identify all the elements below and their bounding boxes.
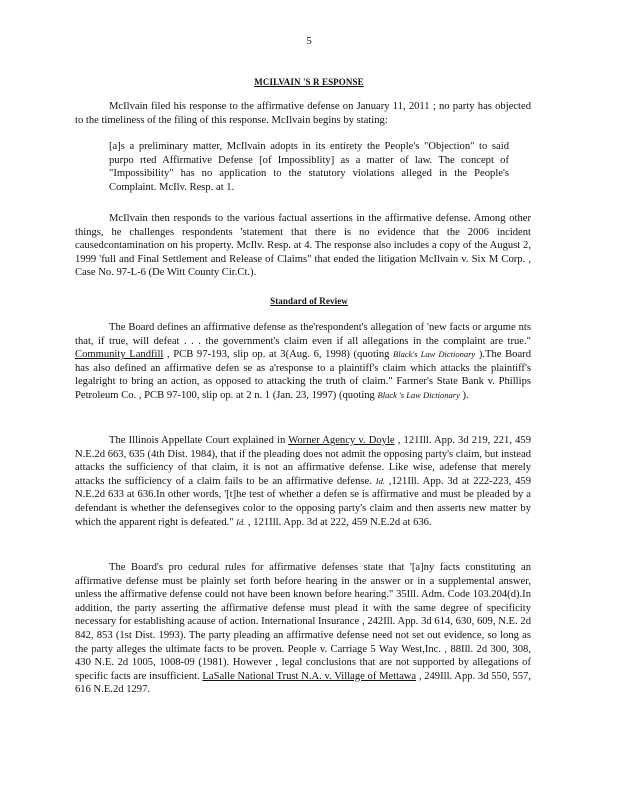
paragraph-response: McIlvain filed his response to the affirmative defense on January 11, 2011 ; no party has objected to the timeliness of the filing of this response. McIlvain begins by stating: <box>75 101 531 126</box>
id-citation: Id. <box>236 516 246 527</box>
block-quote: [a]s a preliminary matter, McIlvain adopts in its entirety the People's "Objection" to said purpo rted Affirmative Defense [of Impossiblity] as a matter of law. The concept of "Impossibility" has no application to the statutory violations alleged in the People's Complaint. McIlv. Resp. at 1. <box>109 141 509 193</box>
section-heading-response-text: MCILVAIN 'S R ESPONSE <box>254 77 364 87</box>
paragraph-text: The Illinois Appellate Court explained in <box>109 435 289 446</box>
id-citation: Id. <box>375 475 385 486</box>
paragraph-text: ).The Board has also defined an affirmative defen se as a'response to a plaintiff's claim which attacks the plaintiff's legalright to bring an action, as opposed to attacking the truth of claim." Farmer's State Bank v. Phillips Petroleum Co. , PCB 97-100, slip op. at 2 n. 1 (Jan. 23, 1997) (quoting <box>75 349 531 401</box>
page-number: 5 <box>306 35 312 47</box>
case-citation: LaSalle National Trust N.A. v. Village of Mettawa <box>202 670 417 682</box>
paragraph-text: , 121Ill. App. 3d 219, 221, 459 N.E.2d 663, 635 (4th Dist. 1984), that if the pleading does not admit the opposing party's claim, but instead attacks the sufficiency of that claim, it is not an affirmative defense. Like wise, adefense that merely attacks the sufficiency of a claim fails to be an affirmative defense. <box>75 435 531 487</box>
paragraph-procedural-rules <box>75 561 531 697</box>
case-citation: Worner Agency v. Doyle <box>288 435 395 446</box>
paragraph-text: , 121Ill. App. 3d at 222, 459 N.E.2d at 636. <box>245 516 432 528</box>
paragraph-text: ). <box>459 389 469 401</box>
source-citation: Black's Law Dictionary <box>393 349 476 360</box>
paragraph-text: The Board defines an affirmative defense as the'respondent's allegation of 'new facts or argume nts that, if true, will defeat . . . the government's claim even if all allegations in the complaint are true." <box>75 322 531 347</box>
paragraph-board-defines <box>75 321 531 403</box>
case-citation: Community Landfill <box>75 349 164 361</box>
section-heading-standard <box>0 295 618 309</box>
paragraph-text: , 249Ill. App. 3d 550, 557, 616 N.E.2d 1297. <box>75 670 531 696</box>
paragraph-illinois-court <box>75 434 531 529</box>
section-heading-standard-text: Standard of Review <box>270 296 348 306</box>
paragraph-text: , PCB 97-193, slip op. at 3(Aug. 6, 1998) (quoting <box>163 349 394 361</box>
paragraph-text: ,121Ill. App. 3d at 222-223, 459 N.E.2d 633 at 636.In other words, '[t]he test of whether a defen se is affirmative and must be pleaded by a defendant is whether the defensegives color to the opposing party's claim and then asserts new matter by which the apparent right is defeated." <box>75 475 532 528</box>
paragraph-text: The Board's pro cedural rules for affirmative defenses state that '[a]ny facts constituting an affirmative defense must be plainly set forth before hearing in the answer or in a supplemental answer, unless the affirmative defense could not have been known before hearing." 35Ill. Adm. Code 103.204(d).In addition, the party asserting the affirmative defense must plead it with the same degree of specificity necessary for establishing acause of action. International Insurance , 242Ill. App. 3d 614, 630, 609, N.E. 2d 842, 853 (1st Dist. 1993). The party pleading an affirmative defense need not set out evidence, so long as the party alleges the ultimate facts to be proven. People v. Carriage 5 Way West,Inc. , 88Ill. 2d 300, 308, 430 N.E. 2d 1005, 1008-09 (1981). However , legal conclusions that are not supported by allegations of specific facts are insufficient. <box>75 562 531 682</box>
section-heading-response <box>0 76 618 90</box>
source-citation: Black 's Law Dictionary <box>377 389 460 400</box>
paragraph-responds: McIlvain then responds to the various factual assertions in the affirmative defense. Among other things, he challenges respondents 'statement that there is no evidence that the 2006 incident causedcontamination on his property. McIlv. Resp. at 4. The response also includes a copy of the August 2, 1999 'full and Final Settlement and Release of Claims" that ended the litigation McIlvain v. Six M Corp. , Case No. 97-L-6 (De Witt County Cir.Ct.). <box>75 213 531 279</box>
